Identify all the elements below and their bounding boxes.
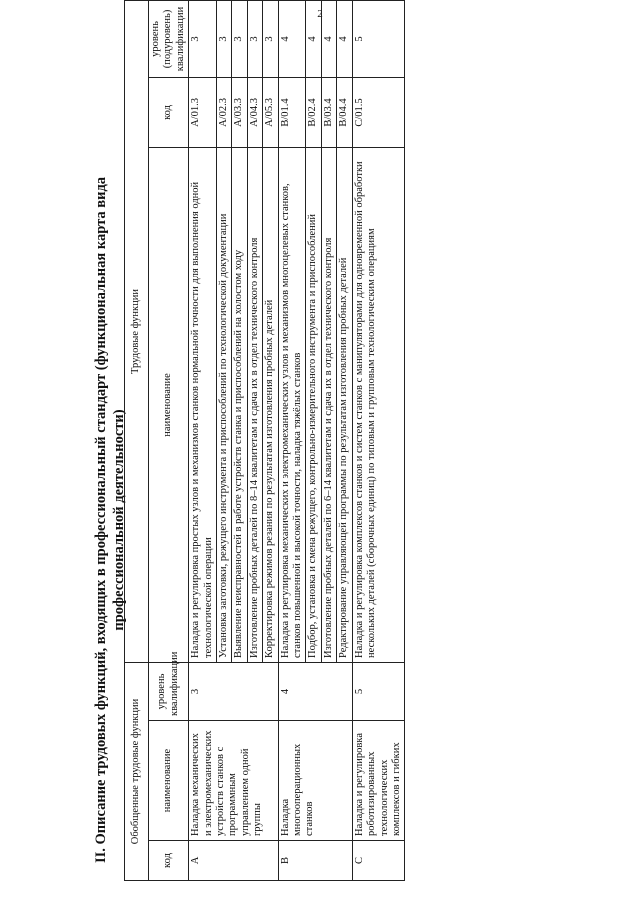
function-name: Изготовление пробных деталей по 6–14 квалитетам и сдача их в отдел технического контроля	[321, 147, 336, 662]
function-code: A/03.3	[232, 77, 247, 147]
header-labor-functions: Трудовые функции	[125, 0, 149, 662]
function-level: 5	[352, 0, 405, 77]
function-level: 3	[189, 0, 217, 77]
header-generalized-functions: Обобщенные трудовые функции	[125, 662, 149, 880]
function-level: 4	[337, 0, 352, 77]
group-name: Наладка механических и электромеханических устройств станков с программным управлением одной группы	[189, 721, 278, 841]
function-name: Выявление неисправностей в работе устройств станка и приспособлений на холостом ходу	[232, 147, 247, 662]
function-code: B/04.4	[337, 77, 352, 147]
function-name: Подбор, установка и смена режущего, контрольно-измерительного инструмента и приспособлений	[306, 147, 321, 662]
group-code: С	[352, 841, 405, 881]
title-line-2: профессиональной деятельности)	[111, 409, 127, 631]
function-code: A/02.3	[217, 77, 232, 147]
group-code: В	[278, 841, 352, 881]
function-level: 4	[306, 0, 321, 77]
function-level: 3	[232, 0, 247, 77]
function-code: B/02.4	[306, 77, 321, 147]
function-name: Наладка и регулировка простых узлов и механизмов станков нормальной точности для выполнения одной технологической операции	[189, 147, 217, 662]
header-name: наименование	[149, 721, 189, 841]
function-code: A/01.3	[189, 77, 217, 147]
page-title	[92, 150, 128, 890]
table-row	[278, 0, 306, 880]
header-level: уровень квалификации	[149, 662, 189, 720]
group-level: 5	[352, 662, 405, 720]
function-level: 4	[321, 0, 336, 77]
function-level: 4	[278, 0, 306, 77]
function-name: Наладка и регулировка механических и электромеханических узлов и механизмов многоцелевых станков, станков повышенной и высокой точности, наладка тяжёлых станков	[278, 147, 306, 662]
function-code: B/01.4	[278, 77, 306, 147]
group-code: А	[189, 841, 278, 881]
group-level: 4	[278, 662, 352, 720]
function-code: C/01.5	[352, 77, 405, 147]
function-name: Редактирование управляющей программы по результатам изготовления пробных деталей	[337, 147, 352, 662]
page-number: 2	[317, 8, 323, 20]
function-code: A/04.3	[247, 77, 262, 147]
function-code: B/03.4	[321, 77, 336, 147]
header-function-name: наименование	[149, 147, 189, 662]
function-name: Установка заготовки, режущего инструмента и приспособлений по технологической документации	[217, 147, 232, 662]
function-name: Наладка и регулировка комплексов станков и систем станков с манипуляторами для одновременной обработки нескольких деталей (сборочных единиц) по типовым и групповым технологическим операциям	[352, 147, 405, 662]
table-row	[189, 0, 217, 880]
group-name: Наладка многооперационных станков	[278, 721, 352, 841]
function-code: A/05.3	[263, 77, 278, 147]
group-name: Наладка и регулировка роботизированных технологических комплексов и гибких	[352, 721, 405, 841]
title-line-1: II. Описание трудовых функций, входящих в профессиональный стандарт (функциональная карта вида	[93, 176, 109, 864]
function-level: 3	[247, 0, 262, 77]
group-level: 3	[189, 662, 278, 720]
table-row	[352, 0, 405, 880]
header-sublevel: уровень (подуровень) квалификации	[149, 0, 189, 77]
function-name: Изготовление пробных деталей по 8–14 квалитетам и сдача их в отдел технического контроля	[247, 147, 262, 662]
functional-map-table	[124, 0, 405, 881]
function-level: 3	[263, 0, 278, 77]
header-function-code: код	[149, 77, 189, 147]
header-code: код	[149, 841, 189, 881]
function-name: Корректировка режимов резания по результатам изготовления пробных деталей	[263, 147, 278, 662]
function-level: 3	[217, 0, 232, 77]
